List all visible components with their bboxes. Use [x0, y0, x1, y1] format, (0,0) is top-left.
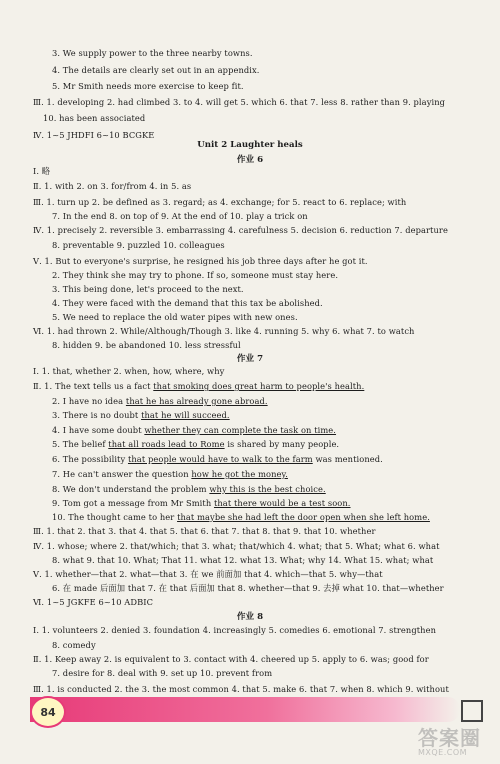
- underlined-clause: why this is the best choice.: [209, 484, 326, 494]
- underlined-clause: that smoking does great harm to people's health.: [153, 381, 365, 391]
- answer-line: 5. Mr Smith needs more exercise to keep fit.: [52, 81, 244, 91]
- answer-line: 3. There is no doubt that he will succeed.: [52, 410, 230, 420]
- answer-line: 4. I have some doubt whether they can complete the task on time.: [52, 425, 337, 435]
- watermark-url: MXQE.COM: [418, 748, 468, 757]
- answer-line: 7. He can't answer the question how he got the money.: [52, 469, 288, 479]
- page-number: 84: [30, 696, 66, 728]
- answer-line: Ⅱ. 1. with 2. on 3. for/from 4. in 5. as: [33, 181, 192, 191]
- answer-line: 2. They think she may try to phone. If so, someone must stay here.: [52, 270, 339, 280]
- answer-line: Ⅱ. 1. The text tells us a fact that smoking does great harm to people's health.: [33, 381, 365, 391]
- answer-line: Ⅰ. 1. volunteers 2. denied 3. foundation 4. increasingly 5. comedies 6. emotional 7. strengthen: [33, 625, 436, 635]
- answer-line: 8. hidden 9. be abandoned 10. less stressful: [52, 340, 241, 350]
- answer-line: 6. 在 made 后面加 that 7. 在 that 后面加 that 8. whether—that 9. 去掉 what 10. that—whether: [52, 583, 444, 593]
- answer-line: 7. desire for 8. deal with 9. set up 10. prevent from: [52, 668, 273, 678]
- answer-line: 10. The thought came to her that maybe she had left the door open when she left home.: [52, 512, 430, 522]
- answer-line: Ⅱ. 1. Keep away 2. is equivalent to 3. contact with 4. cheered up 5. apply to 6. was; good for: [33, 654, 429, 664]
- answer-line: 4. They were faced with the demand that this tax be abolished.: [52, 298, 323, 308]
- underlined-clause: that he has already gone abroad.: [125, 396, 268, 406]
- answer-line: Ⅳ. 1. whose; where 2. that/which; that 3. what; that/which 4. what; that 5. What; what 6. what: [33, 541, 440, 551]
- answer-line: 9. Tom got a message from Mr Smith that there would be a test soon.: [52, 498, 351, 508]
- answer-line: 7. In the end 8. on top of 9. At the end of 10. play a trick on: [52, 211, 308, 221]
- answer-line: 8. We don't understand the problem why this is the best choice.: [52, 484, 326, 494]
- answer-line: 8. what 9. that 10. What; That 11. what 12. what 13. What; why 14. What 15. what; what: [52, 555, 434, 565]
- footer-band: [30, 697, 460, 722]
- answer-line: 5. The belief that all roads lead to Rome is shared by many people.: [52, 439, 340, 449]
- section-heading: 作业 7: [236, 354, 264, 364]
- answer-line: 8. preventable 9. puzzled 10. colleagues: [52, 240, 225, 250]
- underlined-clause: that maybe she had left the door open when she left home.: [177, 512, 430, 522]
- section-heading: 作业 6: [236, 155, 264, 165]
- watermark-logo-text: 答案圈: [418, 726, 481, 750]
- answer-line: Ⅳ. 1. precisely 2. reversible 3. embarrassing 4. carefulness 5. decision 6. reduction 7. departure: [33, 225, 448, 235]
- answer-line: Ⅲ. 1. developing 2. had climbed 3. to 4. will get 5. which 6. that 7. less 8. rather than 9. playing: [33, 97, 446, 107]
- answer-line: Ⅰ. 1. that, whether 2. when, how, where, why: [33, 366, 225, 376]
- answer-line: Ⅴ. 1. whether—that 2. what—that 3. 在 we 前面加 that 4. which—that 5. why—that: [33, 569, 383, 579]
- answer-line: Ⅴ. 1. But to everyone's surprise, he resigned his job three days after he got it.: [33, 256, 368, 266]
- answer-line: Ⅲ. 1. is conducted 2. the 3. the most common 4. that 5. make 6. that 7. when 8. which 9. without: [33, 684, 449, 694]
- answer-line: 6. The possibility that people would have to walk to the farm was mentioned.: [52, 454, 383, 464]
- section-heading: 作业 8: [236, 612, 264, 622]
- underlined-clause: whether they can complete the task on time.: [144, 425, 337, 435]
- answer-line: 3. We supply power to the three nearby towns.: [52, 48, 253, 58]
- answer-line: Ⅵ. 1. had thrown 2. While/Although/Though 3. like 4. running 5. why 6. what 7. to watch: [33, 326, 415, 336]
- underlined-clause: how he got the money.: [191, 469, 288, 479]
- watermark: [418, 722, 496, 762]
- answer-line: 2. I have no idea that he has already gone abroad.: [52, 396, 268, 406]
- corner-box-icon: [461, 700, 483, 722]
- underlined-clause: that there would be a test soon.: [213, 498, 351, 508]
- answer-line: 5. We need to replace the old water pipes with new ones.: [52, 312, 298, 322]
- section-heading: Unit 2 Laughter heals: [197, 140, 303, 150]
- answer-line: Ⅰ. 略: [33, 166, 51, 176]
- answer-line: 4. The details are clearly set out in an appendix.: [52, 65, 260, 75]
- answer-line: Ⅵ. 1~5 JGKFE 6~10 ADBIC: [33, 597, 154, 607]
- answer-line: Ⅲ. 1. that 2. that 3. that 4. that 5. that 6. that 7. that 8. that 9. that 10. whether: [33, 526, 376, 536]
- answer-line: 3. This being done, let's proceed to the next.: [52, 284, 244, 294]
- answer-line: Ⅲ. 1. turn up 2. be defined as 3. regard; as 4. exchange; for 5. react to 6. replace; with: [33, 197, 407, 207]
- underlined-clause: that he will succeed.: [141, 410, 230, 420]
- underlined-clause: that all roads lead to Rome: [108, 439, 225, 449]
- answer-line: 8. comedy: [52, 640, 96, 650]
- answer-line: 10. has been associated: [43, 113, 146, 123]
- underlined-clause: that people would have to walk to the farm: [127, 454, 313, 464]
- answer-line: Ⅳ. 1~5 JHDFI 6~10 BCGKE: [33, 130, 155, 140]
